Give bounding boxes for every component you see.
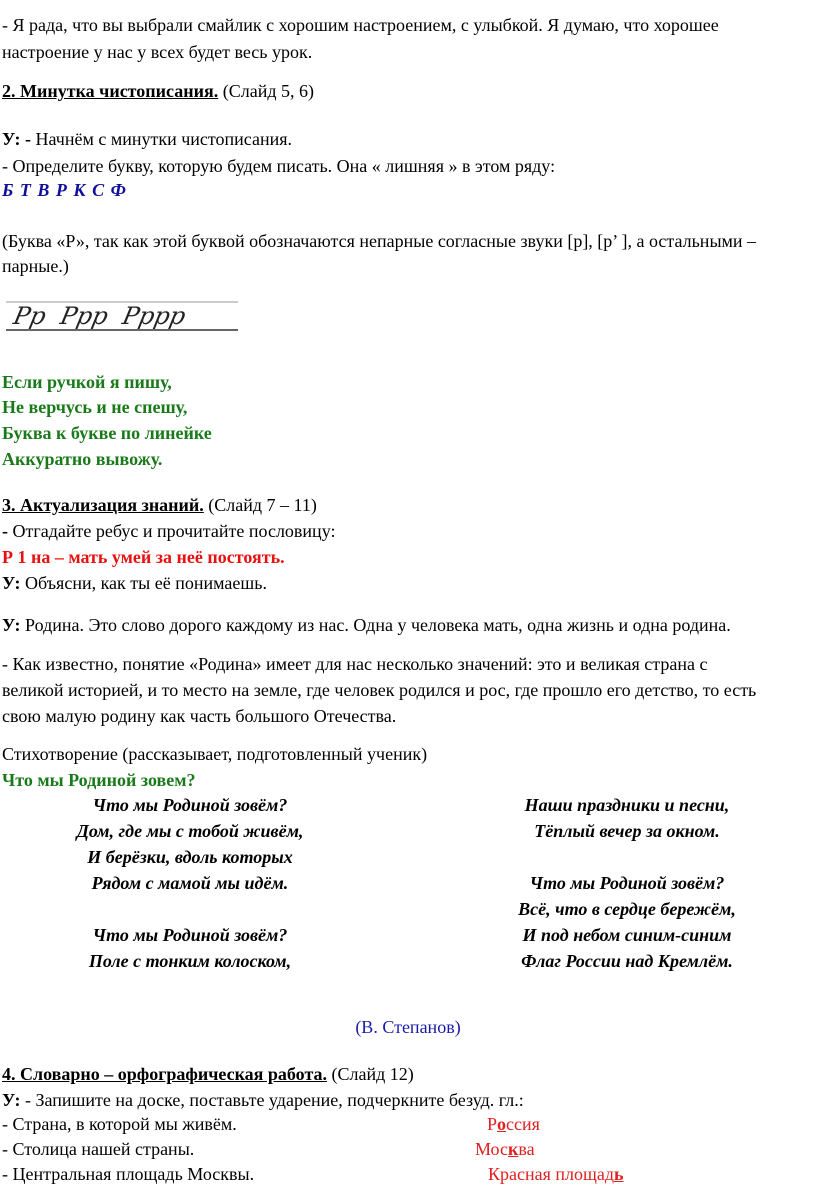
vocab-question: - Столица нашей страны. [2, 1139, 195, 1159]
homeland-line [2, 614, 731, 636]
teacher-label: У: [2, 573, 21, 593]
section-2-title [2, 80, 314, 102]
poem-right-line: И под небом синим-синим [522, 925, 732, 945]
handwriting-text: Рр Ррр Рррр [11, 302, 189, 330]
proverb: Р 1 на – мать умей за неё постоять. [2, 547, 285, 567]
answer-soft-sign: ь [614, 1164, 624, 1184]
vocab-answer [487, 1113, 540, 1135]
teacher-label: У: [2, 615, 21, 635]
poem-author: (В. Степанов) [355, 1017, 461, 1037]
section-3-title [2, 494, 317, 516]
poem-right-line: Наши праздники и песни, [524, 795, 730, 815]
vocab-answer [488, 1163, 624, 1185]
section-2-slide: (Слайд 5, 6) [218, 81, 314, 101]
poem-left-line: Рядом с мамой мы идём. [91, 873, 289, 893]
rhyme-line-1: Если ручкой я пишу, [2, 372, 172, 392]
section-3-teacher-line [2, 572, 267, 594]
meaning-line-1: - Как известно, понятие «Родина» имеет для нас несколько значений: это и великая страна с [2, 654, 708, 674]
intro-line-1: - Я рада, что вы выбрали смайлик с хорошим настроением, с улыбкой. Я думаю, что хорошее [2, 15, 719, 35]
poem-left-line: Что мы Родиной зовём? [92, 925, 288, 945]
answer-part: ва [518, 1139, 535, 1159]
rebus-text: Отгадайте ребус и прочитайте пословицу: [12, 521, 336, 541]
poem-left-column [0, 792, 380, 974]
rhyme-line-4: Аккуратно вывожу. [2, 449, 163, 469]
rhyme-line-3: Буква к букве по линейке [2, 423, 212, 443]
letter-row: Б Т В Р К С Ф [2, 180, 127, 200]
section-2-teacher-line [2, 128, 292, 150]
meaning-line-2: великой историей, и то место на земле, где человек родился и рос, где прошло его детство, то есть [2, 680, 757, 700]
poem-title: Что мы Родиной зовем? [2, 770, 196, 790]
answer-unstressed-vowel: о [497, 1114, 507, 1134]
teacher-text: Объясни, как ты её понимаешь. [20, 573, 267, 593]
section-3-slide: (Слайд 7 – 11) [203, 495, 317, 515]
meaning-line-3: свою малую родину как часть большого Отечества. [2, 706, 397, 726]
poem-left-line: Дом, где мы с тобой живём, [76, 821, 304, 841]
answer-unstressed-vowel: к [508, 1139, 519, 1159]
rhyme-line-2: Не верчусь и не спешу, [2, 397, 188, 417]
poem-right-line [437, 844, 816, 870]
poem-left-line [0, 896, 380, 922]
intro-line-2: настроение у нас у всех будет весь урок. [2, 42, 313, 62]
answer-part: Красная площад [488, 1164, 615, 1184]
teacher-label: У: - [2, 129, 32, 149]
handwriting-sample [6, 294, 238, 340]
answer-part: Р [487, 1114, 498, 1134]
poem-left-line: Что мы Родиной зовём? [92, 795, 288, 815]
rebus-prefix: - [2, 521, 13, 541]
section-2-heading: 2. Минутка чистописания. [2, 81, 219, 101]
section-4-heading: 4. Словарно – орфографическая работа. [2, 1064, 328, 1084]
section-2-task: - Определите букву, которую будем писать. Она « лишняя » в этом ряду: [2, 156, 556, 176]
answer-part: Мос [475, 1139, 508, 1159]
teacher-text: Начнём с минутки чистописания. [31, 129, 293, 149]
poem-left-line: И берёзки, вдоль которых [87, 847, 293, 867]
teacher-label: У: [2, 1090, 21, 1110]
explanation-line-2: парные.) [2, 256, 69, 276]
vocab-question: - Центральная площадь Москвы. [2, 1164, 255, 1184]
section-4-teacher-line [2, 1089, 524, 1111]
explanation-line-1: (Буква «Р», так как этой буквой обозначаются непарные согласные звуки [р], [р’ ], а остальными – [2, 231, 757, 251]
teacher-text: - Запишите на доске, поставьте ударение, подчеркните безуд. гл.: [20, 1090, 524, 1110]
poem-right-line: Всё, что в сердце бережём, [518, 899, 736, 919]
vocab-answer [475, 1138, 535, 1160]
answer-part: ссия [506, 1114, 540, 1134]
poem-right-line: Тёплый вечер за окном. [534, 821, 720, 841]
poem-right-line: Что мы Родиной зовём? [529, 873, 725, 893]
poem-right-line: Флаг России над Кремлём. [521, 951, 733, 971]
poem-left-line: Поле с тонким колоском, [88, 951, 292, 971]
poem-right-column [437, 792, 816, 974]
poem-intro: Стихотворение (рассказывает, подготовленный ученик) [2, 744, 428, 764]
rebus-line [2, 520, 335, 542]
homeland-text: Родина. Это слово дорого каждому из нас. Одна у человека мать, одна жизнь и одна родина. [20, 615, 731, 635]
section-3-heading: 3. Актуализация знаний. [2, 495, 204, 515]
section-4-slide: (Слайд 12) [327, 1064, 414, 1084]
section-4-title [2, 1063, 414, 1085]
vocab-question: - Страна, в которой мы живём. [2, 1114, 237, 1134]
